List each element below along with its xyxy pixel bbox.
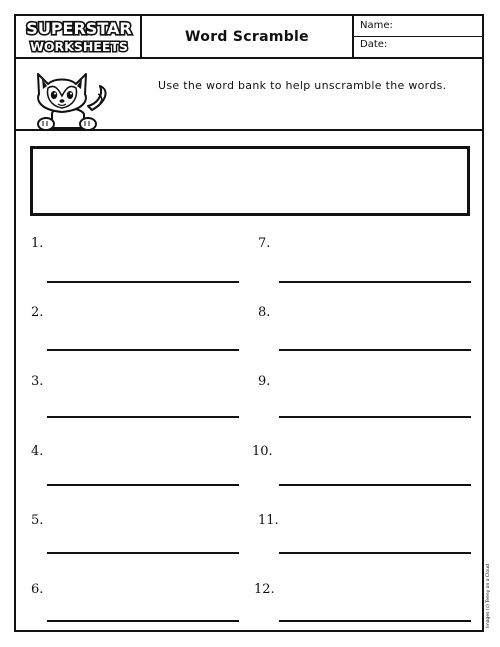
logo-line-1: SUPERSTAR [26, 19, 132, 38]
date-label: Date: [360, 39, 388, 50]
item-number-8: 8. [258, 305, 271, 320]
answer-line-3[interactable] [47, 416, 239, 418]
answer-line-9[interactable] [279, 416, 471, 418]
word-bank-box [30, 146, 470, 216]
item-number-3: 3. [31, 374, 44, 389]
item-number-1: 1. [31, 236, 44, 251]
answer-line-2[interactable] [47, 349, 239, 351]
superstar-worksheets-logo [16, 16, 142, 57]
item-number-4: 4. [31, 444, 44, 459]
answer-line-5[interactable] [47, 552, 239, 554]
answer-line-7[interactable] [279, 281, 471, 283]
logo-icon [18, 17, 140, 55]
image-credit: Images (c) Teeny on a Cloud [486, 564, 491, 628]
item-number-5: 5. [31, 513, 44, 528]
instructions-text: Use the word bank to help unscramble the words. [158, 79, 447, 92]
fox-cat-mascot-icon [30, 66, 112, 132]
item-number-6: 6. [31, 582, 44, 597]
name-date-box [354, 16, 482, 57]
item-number-9: 9. [258, 374, 271, 389]
answer-line-1[interactable] [47, 281, 239, 283]
item-number-12: 12. [254, 582, 275, 597]
item-number-10: 10. [252, 444, 273, 459]
answer-line-6[interactable] [47, 620, 239, 622]
item-number-2: 2. [31, 305, 44, 320]
answer-line-8[interactable] [279, 349, 471, 351]
name-date-divider [354, 36, 482, 37]
answer-line-12[interactable] [279, 620, 471, 622]
answer-line-10[interactable] [279, 484, 471, 486]
name-label: Name: [360, 20, 393, 31]
answer-line-4[interactable] [47, 484, 239, 486]
item-number-11: 11. [258, 513, 279, 528]
logo-line-2: WORKSHEETS [30, 39, 128, 54]
page-title: Word Scramble [142, 16, 354, 57]
answer-line-11[interactable] [279, 552, 471, 554]
item-number-7: 7. [258, 236, 271, 251]
